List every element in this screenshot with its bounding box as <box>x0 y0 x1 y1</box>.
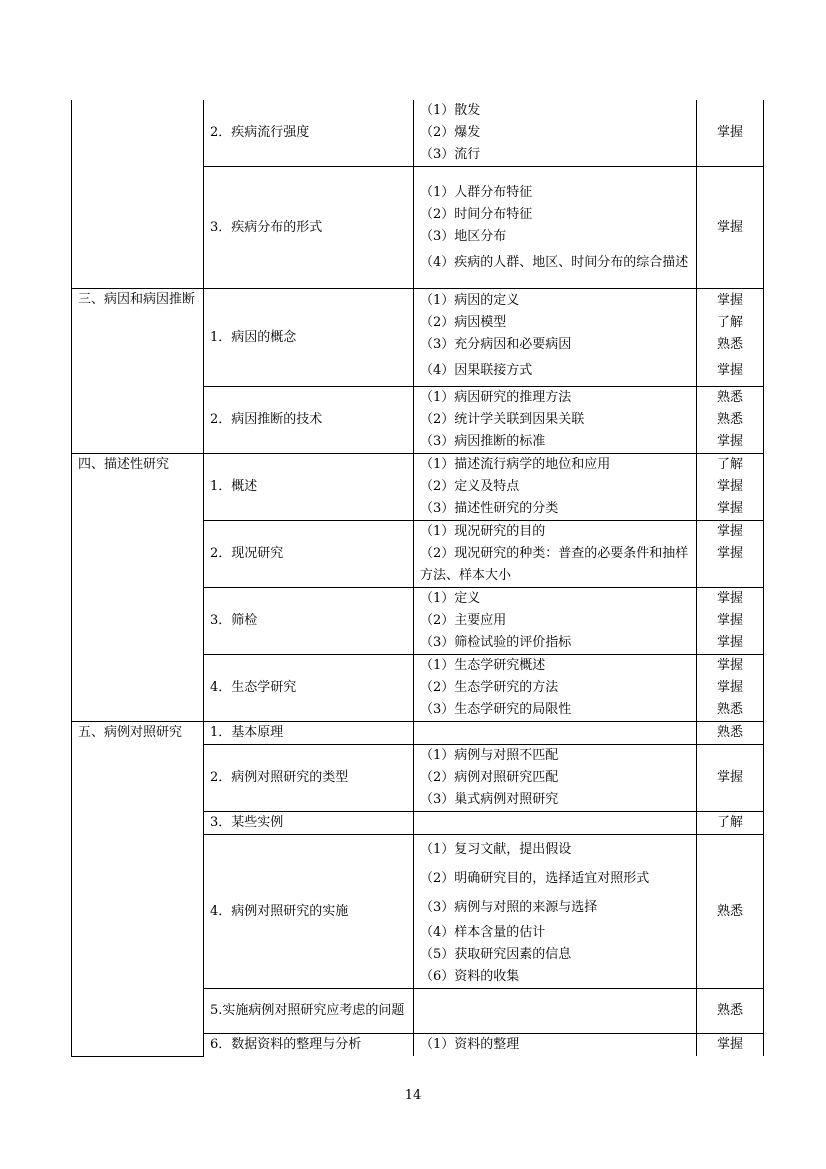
level-cell <box>697 588 764 655</box>
level-cell <box>697 722 764 745</box>
section-cell: 五、病例对照研究 <box>72 722 204 1057</box>
level-cell <box>697 521 764 588</box>
level-item: 熟悉 <box>716 725 743 740</box>
section-cell <box>72 100 204 289</box>
topic-cell: 2．疾病流行强度 <box>204 100 414 167</box>
level-item: 了解 <box>716 457 743 472</box>
content-item: （2）定义及特点 <box>420 479 520 494</box>
level-item: 掌握 <box>716 613 743 628</box>
content-cell <box>414 655 697 722</box>
level-item: 熟悉 <box>716 390 743 405</box>
level-cell <box>697 100 764 167</box>
level-item: 了解 <box>716 815 743 830</box>
level-item: 掌握 <box>716 524 743 539</box>
content-item: （3）病因推断的标准 <box>420 434 546 449</box>
content-cell <box>414 100 697 167</box>
content-item: （3）病例与对照的来源与选择 <box>420 900 598 915</box>
content-item: （6）资料的收集 <box>420 969 520 984</box>
level-cell <box>697 745 764 812</box>
content-item: （1）复习文献，提出假设 <box>420 842 572 857</box>
level-item: 熟悉 <box>716 337 743 352</box>
level-item: 掌握 <box>716 363 743 378</box>
content-item: （2）主要应用 <box>420 613 507 628</box>
topic-cell: 4．生态学研究 <box>204 655 414 722</box>
content-item: （2）病例对照研究匹配 <box>420 770 559 785</box>
topic-cell: 3．某些实例 <box>204 812 414 835</box>
level-item: 熟悉 <box>716 1003 743 1018</box>
level-cell <box>697 812 764 835</box>
content-item: （1）人群分布特征 <box>420 184 533 200</box>
table-row <box>72 722 764 745</box>
content-item: （4）样本含量的估计 <box>420 925 546 940</box>
topic-cell: 2．病例对照研究的类型 <box>204 745 414 812</box>
content-item: （3）充分病因和必要病因 <box>420 337 572 352</box>
level-item: 熟悉 <box>716 903 743 919</box>
level-item: 掌握 <box>716 219 743 235</box>
level-item: 熟悉 <box>716 702 743 717</box>
level-item: 了解 <box>716 315 743 330</box>
level-item: 掌握 <box>716 479 743 494</box>
content-item: （2）病因模型 <box>420 315 507 330</box>
content-item: （2）统计学关联到因果关联 <box>420 412 585 427</box>
page-number: 14 <box>404 1088 422 1103</box>
content-cell <box>414 167 697 289</box>
content-item: （2）现况研究的种类：普查的必要条件和抽样方法、样本大小 <box>420 546 689 583</box>
content-item: （2）时间分布特征 <box>420 206 533 222</box>
level-item: 掌握 <box>716 658 743 673</box>
level-item: 掌握 <box>716 1037 743 1052</box>
level-item: 掌握 <box>716 434 743 449</box>
content-item: （3）筛检试验的评价指标 <box>420 635 572 650</box>
topic-cell: 3．疾病分布的形式 <box>204 167 414 289</box>
content-cell <box>414 812 697 835</box>
content-item: （1）描述流行病学的地位和应用 <box>420 457 611 472</box>
level-item: 熟悉 <box>716 412 743 427</box>
content-cell <box>414 745 697 812</box>
syllabus-table <box>71 100 764 1057</box>
level-cell <box>697 989 764 1034</box>
content-item: （3）流行 <box>420 147 481 162</box>
topic-cell: 1．基本原理 <box>204 722 414 745</box>
content-item: （3）生态学研究的局限性 <box>420 702 572 717</box>
content-item: （1）病例与对照不匹配 <box>420 748 559 763</box>
content-item: （3）描述性研究的分类 <box>420 501 559 516</box>
content-item: （1）病因研究的推理方法 <box>420 390 572 405</box>
content-item: （2）明确研究目的，选择适宜对照形式 <box>420 871 650 886</box>
table-row <box>72 100 764 167</box>
level-item: 掌握 <box>716 501 743 516</box>
level-cell <box>697 454 764 521</box>
level-item: 掌握 <box>716 770 743 785</box>
level-item: 掌握 <box>716 125 743 140</box>
content-cell <box>414 521 697 588</box>
content-cell <box>414 722 697 745</box>
topic-cell: 4．病例对照研究的实施 <box>204 835 414 989</box>
section-cell: 四、描述性研究 <box>72 454 204 722</box>
content-item: （2）生态学研究的方法 <box>420 680 559 695</box>
content-cell <box>414 289 697 387</box>
table-row <box>72 454 764 521</box>
content-item: （1）病因的定义 <box>420 293 520 308</box>
content-item: （1）生态学研究概述 <box>420 658 546 673</box>
content-cell <box>414 1034 697 1057</box>
topic-cell: 3．筛检 <box>204 588 414 655</box>
content-item: （4）因果联接方式 <box>420 363 533 378</box>
content-item: （1）定义 <box>420 591 481 606</box>
section-cell: 三、病因和病因推断 <box>72 289 204 454</box>
content-cell <box>414 989 697 1034</box>
content-item: （1）散发 <box>420 103 481 118</box>
content-cell <box>414 454 697 521</box>
content-item: （5）获取研究因素的信息 <box>420 947 572 962</box>
level-cell <box>697 1034 764 1057</box>
level-cell <box>697 387 764 454</box>
level-cell <box>697 289 764 387</box>
level-item: 掌握 <box>716 293 743 308</box>
topic-cell: 6．数据资料的整理与分析 <box>204 1034 414 1057</box>
topic-cell: 2．现况研究 <box>204 521 414 588</box>
content-cell <box>414 835 697 989</box>
content-item: （1）资料的整理 <box>420 1037 520 1052</box>
content-item: （3）地区分布 <box>420 228 507 244</box>
content-cell <box>414 387 697 454</box>
content-cell <box>414 588 697 655</box>
topic-cell: 2．病因推断的技术 <box>204 387 414 454</box>
content-item: （3）巢式病例对照研究 <box>420 792 559 807</box>
topic-cell: 5.实施病例对照研究应考虑的问题 <box>204 989 414 1034</box>
content-item: （4）疾病的人群、地区、时间分布的综合描述 <box>420 254 689 270</box>
level-cell <box>697 835 764 989</box>
topic-cell: 1．病因的概念 <box>204 289 414 387</box>
content-item: （1）现况研究的目的 <box>420 524 546 539</box>
level-item: 掌握 <box>716 591 743 606</box>
level-cell <box>697 655 764 722</box>
topic-cell: 1．概述 <box>204 454 414 521</box>
table-row <box>72 289 764 387</box>
level-item: 掌握 <box>716 635 743 650</box>
level-cell <box>697 167 764 289</box>
level-item: 掌握 <box>716 680 743 695</box>
level-item: 掌握 <box>716 546 743 561</box>
content-item: （2）爆发 <box>420 125 481 140</box>
